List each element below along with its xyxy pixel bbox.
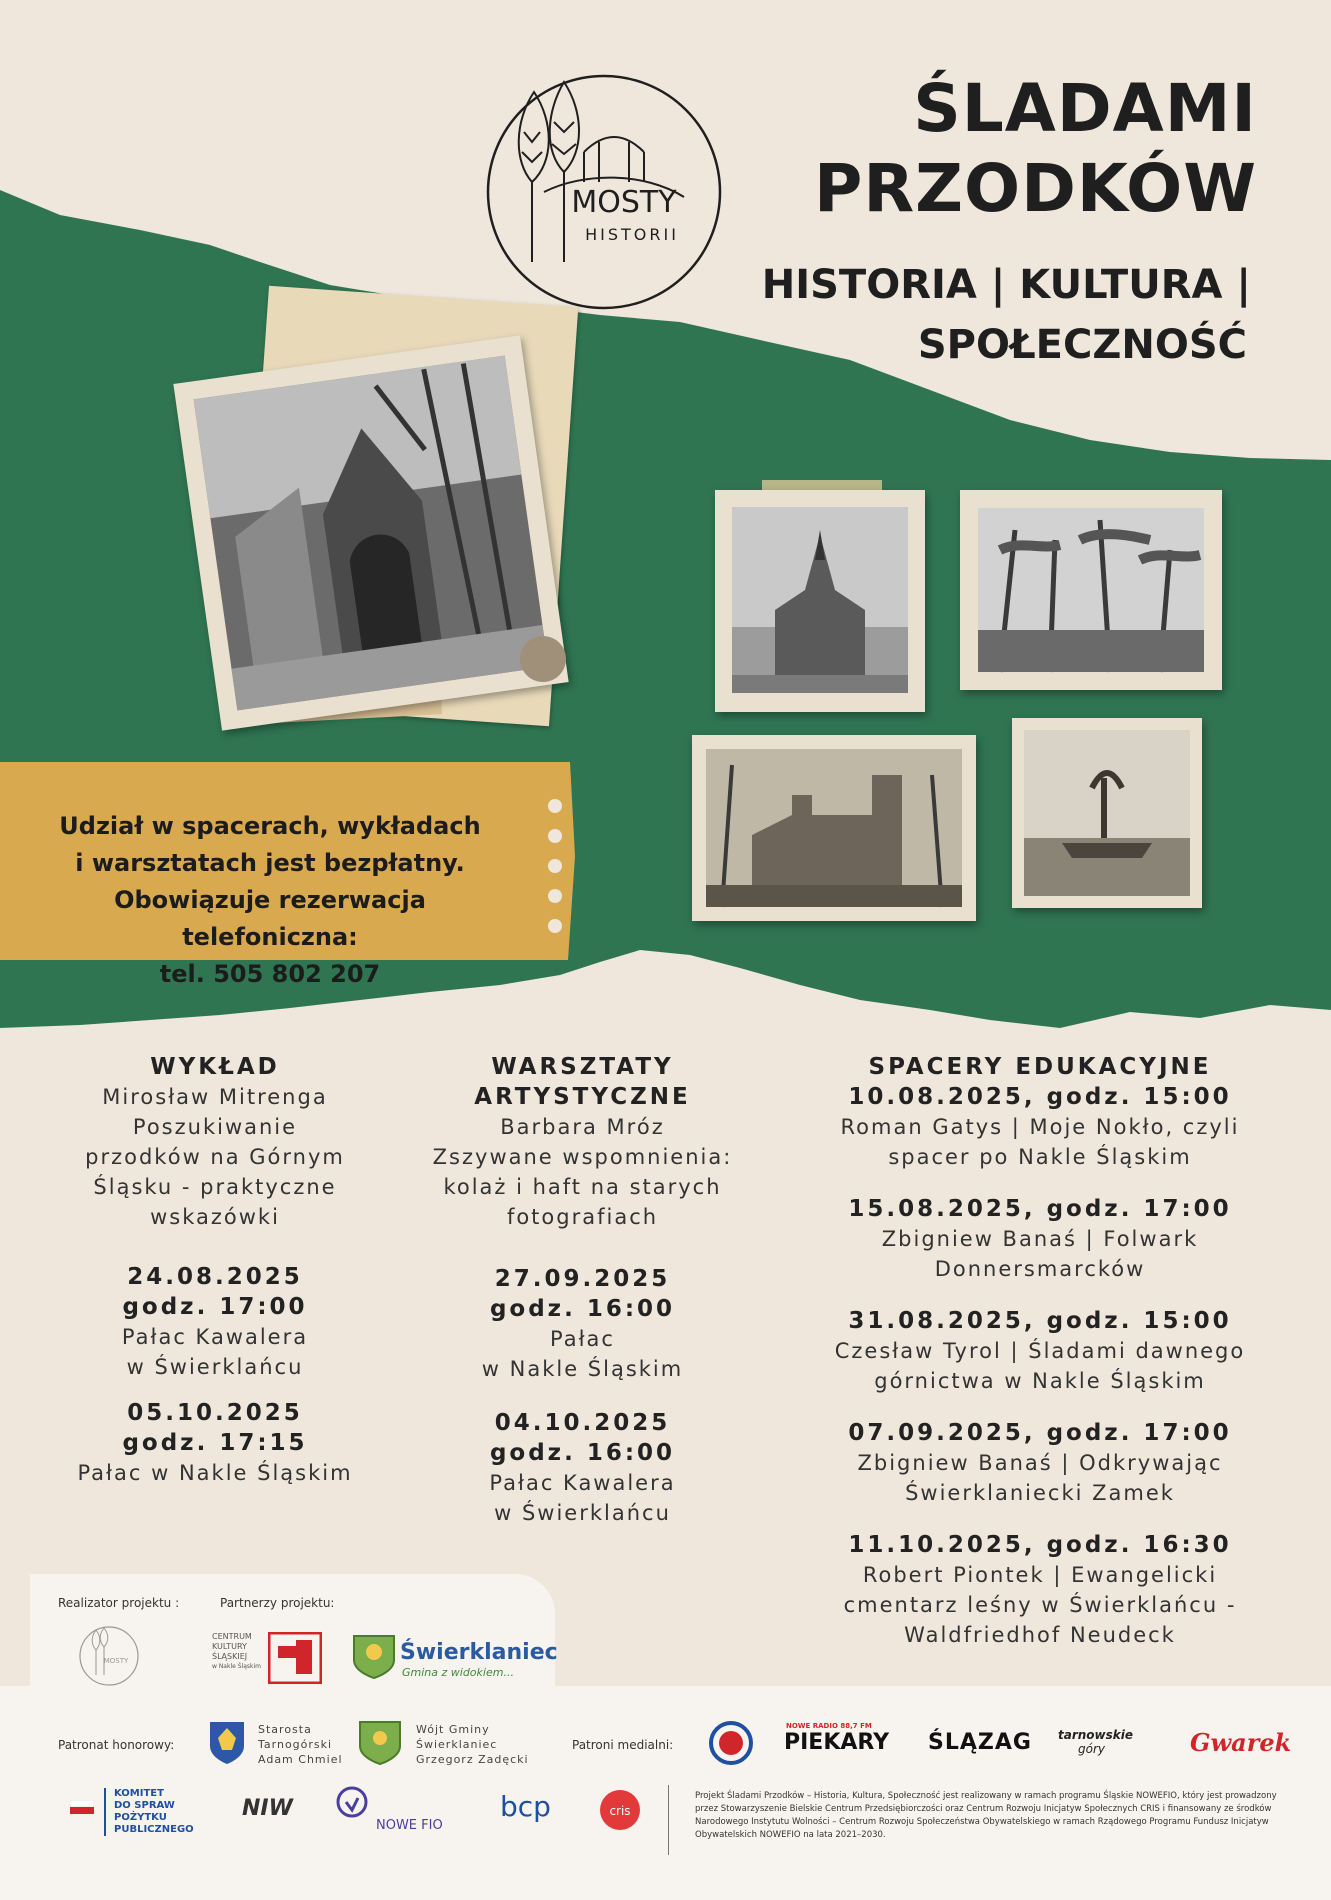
warsztaty-topic-line: fotografiach (506, 1205, 659, 1229)
media-label: Patroni medialni: (572, 1738, 674, 1752)
photo-pine-forest (960, 490, 1222, 690)
warsztaty-topic-line: Zszywane wspomnienia: (432, 1145, 733, 1169)
cris-logo-icon (598, 1788, 642, 1832)
info-text (30, 808, 510, 993)
spacer4-date: 07.09.2025, godz. 17:00 (848, 1420, 1232, 1446)
photo-corner-pin (520, 636, 566, 682)
wojt-text: Wójt Gminy Świerklaniec Grzegorz Zadęcki (416, 1723, 529, 1766)
bcp-logo: bcp (500, 1790, 551, 1823)
column-warsztaty (405, 1052, 760, 1528)
spacer5-line: Robert Piontek | Ewangelicki (862, 1563, 1218, 1587)
warsztaty-topic-line: kolaż i haft na starych (443, 1175, 722, 1199)
svg-text:cris: cris (609, 1804, 631, 1818)
wyklad-topic-line: Śląsku - praktyczne (93, 1175, 337, 1199)
mosty-historii-logo (484, 72, 724, 312)
photo-church (715, 490, 925, 712)
info-line1: Udział w spacerach, wykładach (59, 812, 481, 840)
poland-flag-icon (70, 1800, 94, 1814)
wyklad-event1-place: w Świerklańcu (126, 1355, 304, 1379)
wyklad-event2-time: godz. 17:15 (122, 1430, 308, 1456)
warsztaty-event1-place: w Nakle Śląskim (481, 1357, 684, 1381)
warsztaty-event1-place: Pałac (550, 1327, 615, 1351)
wyklad-event1-time: godz. 17:00 (122, 1294, 308, 1320)
warsztaty-event1-time: godz. 16:00 (489, 1296, 676, 1322)
photo-castle (692, 735, 976, 921)
warsztaty-heading: WARSZTATY (491, 1054, 674, 1080)
gwarek-logo: Gwarek (1190, 1728, 1292, 1757)
spacer1-line: spacer po Nakle Śląskim (888, 1145, 1192, 1169)
column-wyklad (55, 1052, 375, 1488)
title-line1: ŚLADAMI (913, 70, 1257, 147)
tarnowskie-logo: tarnowskie (1058, 1728, 1133, 1742)
ck-slaskiej-text: CENTRUM KULTURY ŚLĄSKIEJ w Nakle Śląskim (212, 1632, 261, 1670)
wyklad-event2-date: 05.10.2025 (127, 1400, 303, 1426)
spacery-heading: SPACERY EDUKACYJNE (868, 1054, 1212, 1080)
komitet-logo: KOMITET DO SPRAW POŻYTKU PUBLICZNEGO (104, 1788, 194, 1836)
info-line3: Obowiązuje rezerwacja telefoniczna: (114, 886, 426, 951)
svg-text:MOSTY: MOSTY (103, 1657, 129, 1665)
niw-logo: NIW (242, 1796, 293, 1821)
warsztaty-heading: ARTYSTYCZNE (474, 1084, 691, 1110)
piekary-radio-label: NOWE RADIO 88,7 FM (786, 1722, 872, 1730)
piekary-logo: PIEKARY (784, 1730, 890, 1755)
subtitle-line1: HISTORIA | KULTURA | (761, 262, 1251, 308)
ck-slaskiej-logo-icon (268, 1632, 322, 1684)
nowe-fio-bulb-icon (334, 1786, 370, 1822)
footer-divider (668, 1785, 669, 1855)
spacer2-line: Donnersmarcków (934, 1257, 1146, 1281)
realizator-label: Realizator projektu : (58, 1596, 180, 1610)
slazag-logo: ŚLĄZAG (928, 1730, 1032, 1755)
swierklaniec-coat-icon (350, 1632, 398, 1680)
photo-gothic-gate (173, 335, 568, 730)
spacer1-date: 10.08.2025, godz. 15:00 (848, 1084, 1232, 1110)
wyklad-event1-date: 24.08.2025 (127, 1264, 303, 1290)
starosta-text: Starosta Tarnogórski Adam Chmiel (258, 1723, 343, 1766)
spacer4-line: Świerklaniecki Zamek (905, 1481, 1175, 1505)
spacer3-date: 31.08.2025, godz. 15:00 (848, 1308, 1232, 1334)
tarnowskie-gory: góry (1078, 1742, 1105, 1756)
warsztaty-speaker: Barbara Mróz (500, 1115, 665, 1139)
nowe-fio-text: NOWE FIO (376, 1818, 443, 1833)
wojt-coat-icon (358, 1720, 402, 1766)
mosty-small-logo (78, 1625, 140, 1687)
title-line2: PRZODKÓW (813, 150, 1257, 227)
warsztaty-event2-place: w Świerklańcu (494, 1501, 671, 1525)
spacer5-line: cmentarz leśny w Świerklańcu - (843, 1593, 1237, 1617)
logo-word-mosty: MOSTY (571, 185, 677, 220)
wyklad-speaker: Mirosław Mitrenga (102, 1085, 328, 1109)
partnerzy-label: Partnerzy projektu: (220, 1596, 335, 1610)
logo-word-historii: HISTORII (585, 225, 679, 244)
wyklad-event1-place: Pałac Kawalera (121, 1325, 309, 1349)
info-line2: i warsztatach jest bezpłatny. (75, 849, 465, 877)
wyklad-heading: WYKŁAD (150, 1054, 280, 1080)
column-spacery (790, 1052, 1290, 1650)
wyklad-event2-place: Pałac w Nakle Śląskim (77, 1461, 353, 1485)
patronat-label: Patronat honorowy: (58, 1738, 175, 1752)
info-phone: tel. 505 802 207 (159, 960, 381, 988)
spacer5-line: Waldfriedhof Neudeck (904, 1623, 1176, 1647)
spacer3-line: górnictwa w Nakle Śląskim (874, 1369, 1206, 1393)
wyklad-topic-line: wskazówki (150, 1205, 280, 1229)
photo-fountain (1012, 718, 1202, 908)
warsztaty-event2-time: godz. 16:00 (489, 1440, 676, 1466)
swierklaniec-name: Świerklaniec (400, 1640, 558, 1665)
tv-media-logo-icon (708, 1720, 754, 1766)
subtitle-line2: SPOŁECZNOŚĆ (917, 322, 1247, 368)
spacer1-line: Roman Gatys | Moje Nokło, czyli (840, 1115, 1240, 1139)
spacer3-line: Czesław Tyrol | Śladami dawnego (834, 1339, 1246, 1363)
spacer2-date: 15.08.2025, godz. 17:00 (848, 1196, 1232, 1222)
spacer4-line: Zbigniew Banaś | Odkrywając (857, 1451, 1223, 1475)
warsztaty-event2-date: 04.10.2025 (494, 1410, 671, 1436)
starosta-coat-icon (208, 1720, 246, 1766)
swierklaniec-tagline: Gmina z widokiem... (402, 1666, 514, 1679)
spacer2-line: Zbigniew Banaś | Folwark (881, 1227, 1199, 1251)
wyklad-topic-line: Poszukiwanie (132, 1115, 298, 1139)
fine-print: Projekt Śladami Przodków – Historia, Kultura, Społeczność jest realizowany w ramach programu Śląskie NOWEFIO, który jest prowadzony przez Stowarzyszenie Bielskie Centrum Przedsiębiorczości oraz Centrum Rozwoju Inicjatyw Społecznych CRIS i finansowany ze środków Narodowego Instytutu Wolności – Centrum Rozwoju Społeczeństwa Obywatelskiego w ramach Rządowego Programu Fundusz Inicjatyw Obywatelskich NOWEFIO na lata 2021–2030. (695, 1791, 1277, 1840)
wyklad-topic-line: przodków na Górnym (85, 1145, 345, 1169)
spacer5-date: 11.10.2025, godz. 16:30 (848, 1532, 1232, 1558)
warsztaty-event1-date: 27.09.2025 (494, 1266, 671, 1292)
warsztaty-event2-place: Pałac Kawalera (489, 1471, 676, 1495)
